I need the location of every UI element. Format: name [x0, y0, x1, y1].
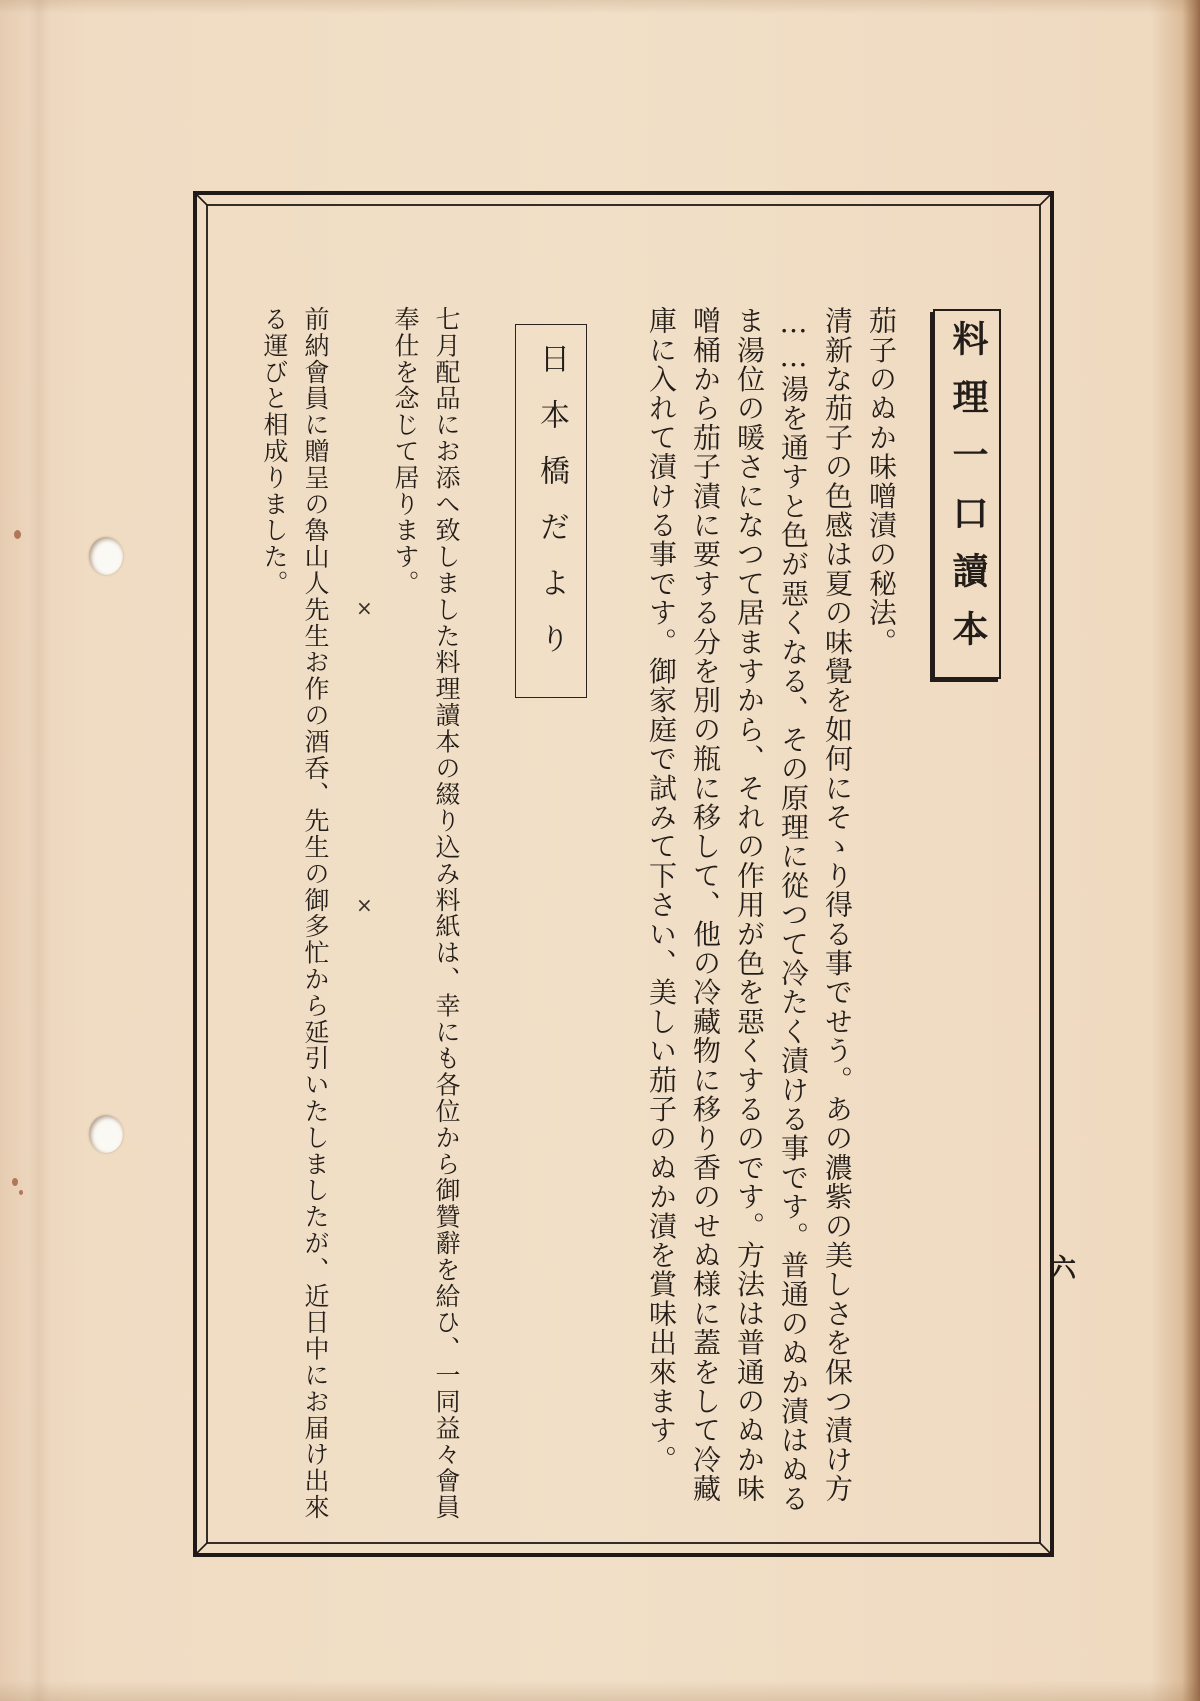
nihonbashi-news-title-box: [515, 324, 587, 698]
cooking-text-line-2: 清新な茄子の色感は夏の味覺を如何にそゝり得る事でせう。あの濃紫の美しさを保つ漬け方: [821, 306, 854, 1504]
news-text-line-1: 七月配品にお添へ致しました料理讀本の綴り込み料紙は、幸にも各位から御贊辭を給ひ、一同益々會員: [432, 306, 461, 1521]
cooking-text-line-4: ま湯位の暖さになつて居ますから、それの作用が色を惡くするのです。方法は普通のぬか味: [733, 306, 766, 1504]
cooking-text-line-1: 茄子のぬか味噌漬の秘法。: [865, 306, 898, 657]
cooking-text-line-6: 庫に入れて漬ける事です。御家庭で試みて下さい、美しい茄子のぬか漬を賞味出來ます。: [645, 306, 678, 1474]
news-text-line-4: る運びと相成りました。: [260, 306, 289, 597]
cooking-text-line-3: ……湯を通すと色が惡くなる、その原理に從つて冷たく漬ける事です。普通のぬか漬はぬる: [777, 306, 810, 1514]
news-text-line-3: 前納會員に贈呈の魯山人先生お作の酒呑、先生の御多忙から延引いたしましたが、近日中にお届け出來: [301, 306, 330, 1521]
cooking-reader-title: 料理一口讀本: [947, 320, 988, 668]
cooking-reader-title-box: [933, 309, 1001, 679]
cooking-text-line-5: 噌桶から茄子漬に要する分を別の瓶に移して、他の冷藏物に移り香のせぬ様に蓋をして冷藏: [689, 306, 722, 1504]
separator-mark: ×: [356, 893, 373, 917]
separator-mark: ×: [356, 596, 373, 620]
nihonbashi-news-title: 日本橋だより: [534, 343, 569, 679]
news-text-line-2: 奉仕を念じて居ります。: [391, 306, 420, 597]
page-number: 六: [1050, 1254, 1077, 1284]
